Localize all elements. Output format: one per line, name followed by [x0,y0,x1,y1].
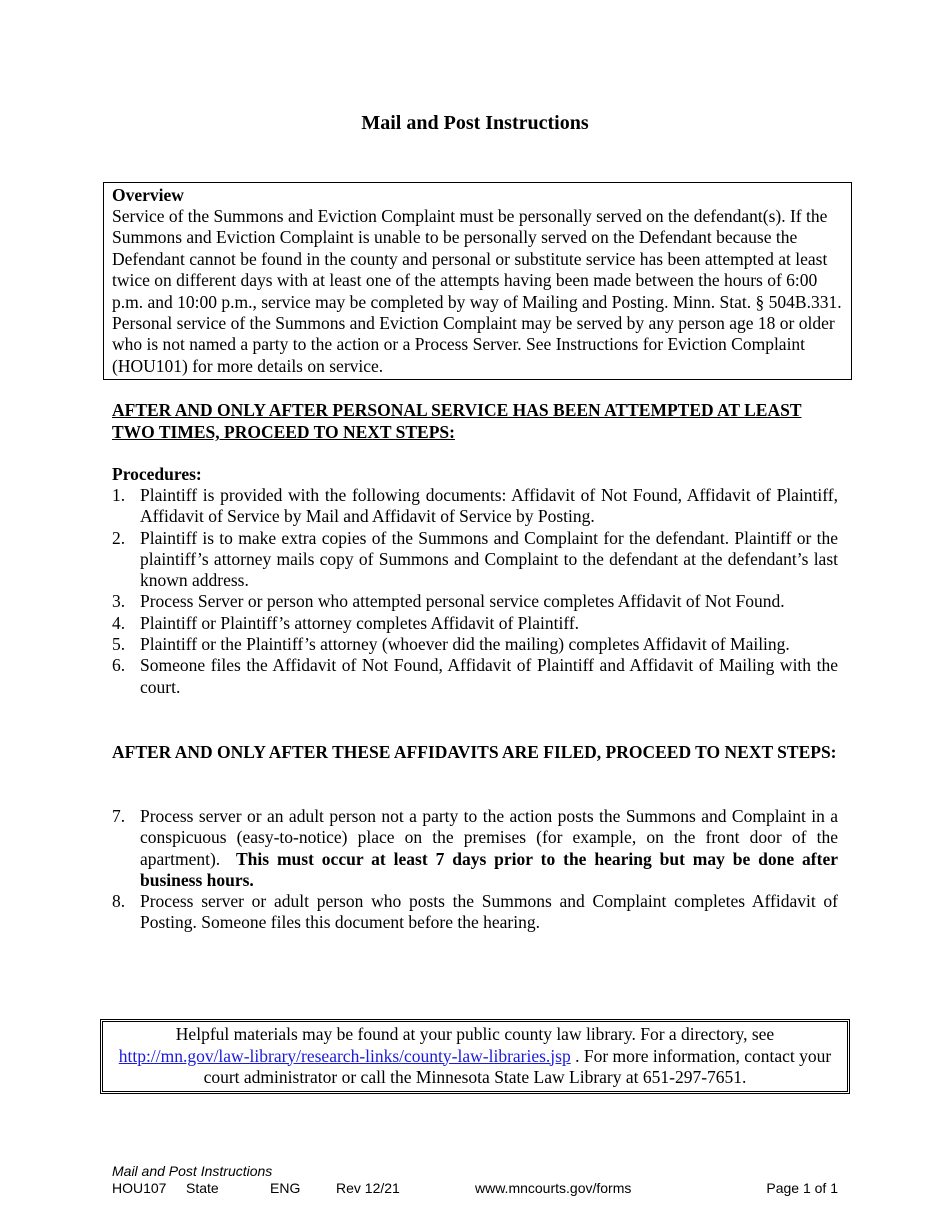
footer-form-code: HOU107 [112,1180,167,1196]
law-library-link[interactable]: http://mn.gov/law-library/research-links/county-law-libraries.jsp [118,1045,571,1066]
list-item [112,655,838,698]
help-text-after: . For more information, contact your court administrator or call the Minnesota State Law Library at 651-297-7651. [203,1045,832,1087]
list-item [112,591,838,612]
footer-website: www.mncourts.gov/forms [475,1180,632,1196]
step-number: 8. [112,891,126,912]
list-item [112,806,838,891]
list-item [112,528,838,592]
step-text: Plaintiff or Plaintiff’s attorney completes Affidavit of Plaintiff. [140,612,580,633]
posting-procedures-list [112,806,838,934]
footer-revision: Rev 12/21 [336,1180,400,1196]
procedures-list [112,485,838,698]
step-text: Plaintiff or the Plaintiff’s attorney (whoever did the mailing) completes Affidavit of Mailing. [140,634,790,655]
step-number: 3. [112,591,126,612]
overview-heading: Overview [112,185,184,205]
step-number: 5. [112,634,126,655]
overview-body: Service of the Summons and Eviction Complaint must be personally served on the defendant(s). If the Summons and Eviction Complaint is unable to be personally served on the Defendant because the Defendant cannot be found in the county and personal or substitute service has been attempted at least twice on different days with at least one of the attempts having been made between the hours of 6:00 p.m. and 10:00 p.m., service may be completed by way of Mailing and Posting. Minn. Stat. § 504B.331. Personal service of the Summons and Eviction Complaint may be served by any person age 18 or older who is not named a party to the action or a Process Server. See Instructions for Eviction Complaint (HOU101) for more details on service. [112,206,842,376]
warning-personal-service: AFTER AND ONLY AFTER PERSONAL SERVICE HAS BEEN ATTEMPTED AT LEAST TWO TIMES, PROCEED TO NEXT STEPS: [112,400,802,442]
footer-jurisdiction: State [186,1180,219,1196]
list-item [112,634,838,655]
step-number: 6. [112,655,126,676]
step-text: Plaintiff is provided with the following documents: Affidavit of Not Found, Affidavit of Plaintiff, Affidavit of Service by Mail and Affidavit of Service by Posting. [140,485,838,527]
footer-page-number: Page 1 of 1 [766,1180,838,1196]
step-text: Process server or an adult person not a party to the action posts the Summons and Complaint in a conspicuous (easy-to-notice) place on the premises (for example, on the front door of the apartment). [140,806,838,869]
overview-box [103,182,852,380]
warning-affidavits-filed: AFTER AND ONLY AFTER THESE AFFIDAVITS ARE FILED, PROCEED TO NEXT STEPS: [112,742,837,762]
step-number: 2. [112,527,126,548]
step-text: Process server or adult person who posts the Summons and Complaint completes Affidavit of Posting. Someone files this document before the hearing. [140,891,838,933]
step-text: Plaintiff is to make extra copies of the Summons and Complaint for the defendant. Plaintiff or the plaintiff’s attorney mails copy of Summons and Complaint to the defendant at the defendant’s last known address. [140,527,838,591]
page-footer [112,1163,842,1198]
footer-form-title: Mail and Post Instructions [112,1163,273,1179]
list-item [112,891,838,934]
help-box [100,1019,850,1094]
step-emphasis: This must occur at least 7 days prior to the hearing but may be done after business hours. [140,848,839,890]
procedures-label: Procedures: [112,464,202,484]
step-number: 7. [112,806,126,826]
step-text: Someone files the Affidavit of Not Found, Affidavit of Plaintiff and Affidavit of Mailing with the court. [140,655,838,697]
step-number: 4. [112,612,126,633]
footer-language: ENG [270,1180,301,1196]
list-item [112,613,838,634]
step-number: 1. [112,485,126,505]
step-text: Process Server or person who attempted personal service completes Affidavit of Not Found. [140,591,785,612]
list-item [112,485,838,528]
page-title: Mail and Post Instructions [361,112,589,134]
help-text-before: Helpful materials may be found at your public county law library. For a directory, see [175,1024,775,1044]
